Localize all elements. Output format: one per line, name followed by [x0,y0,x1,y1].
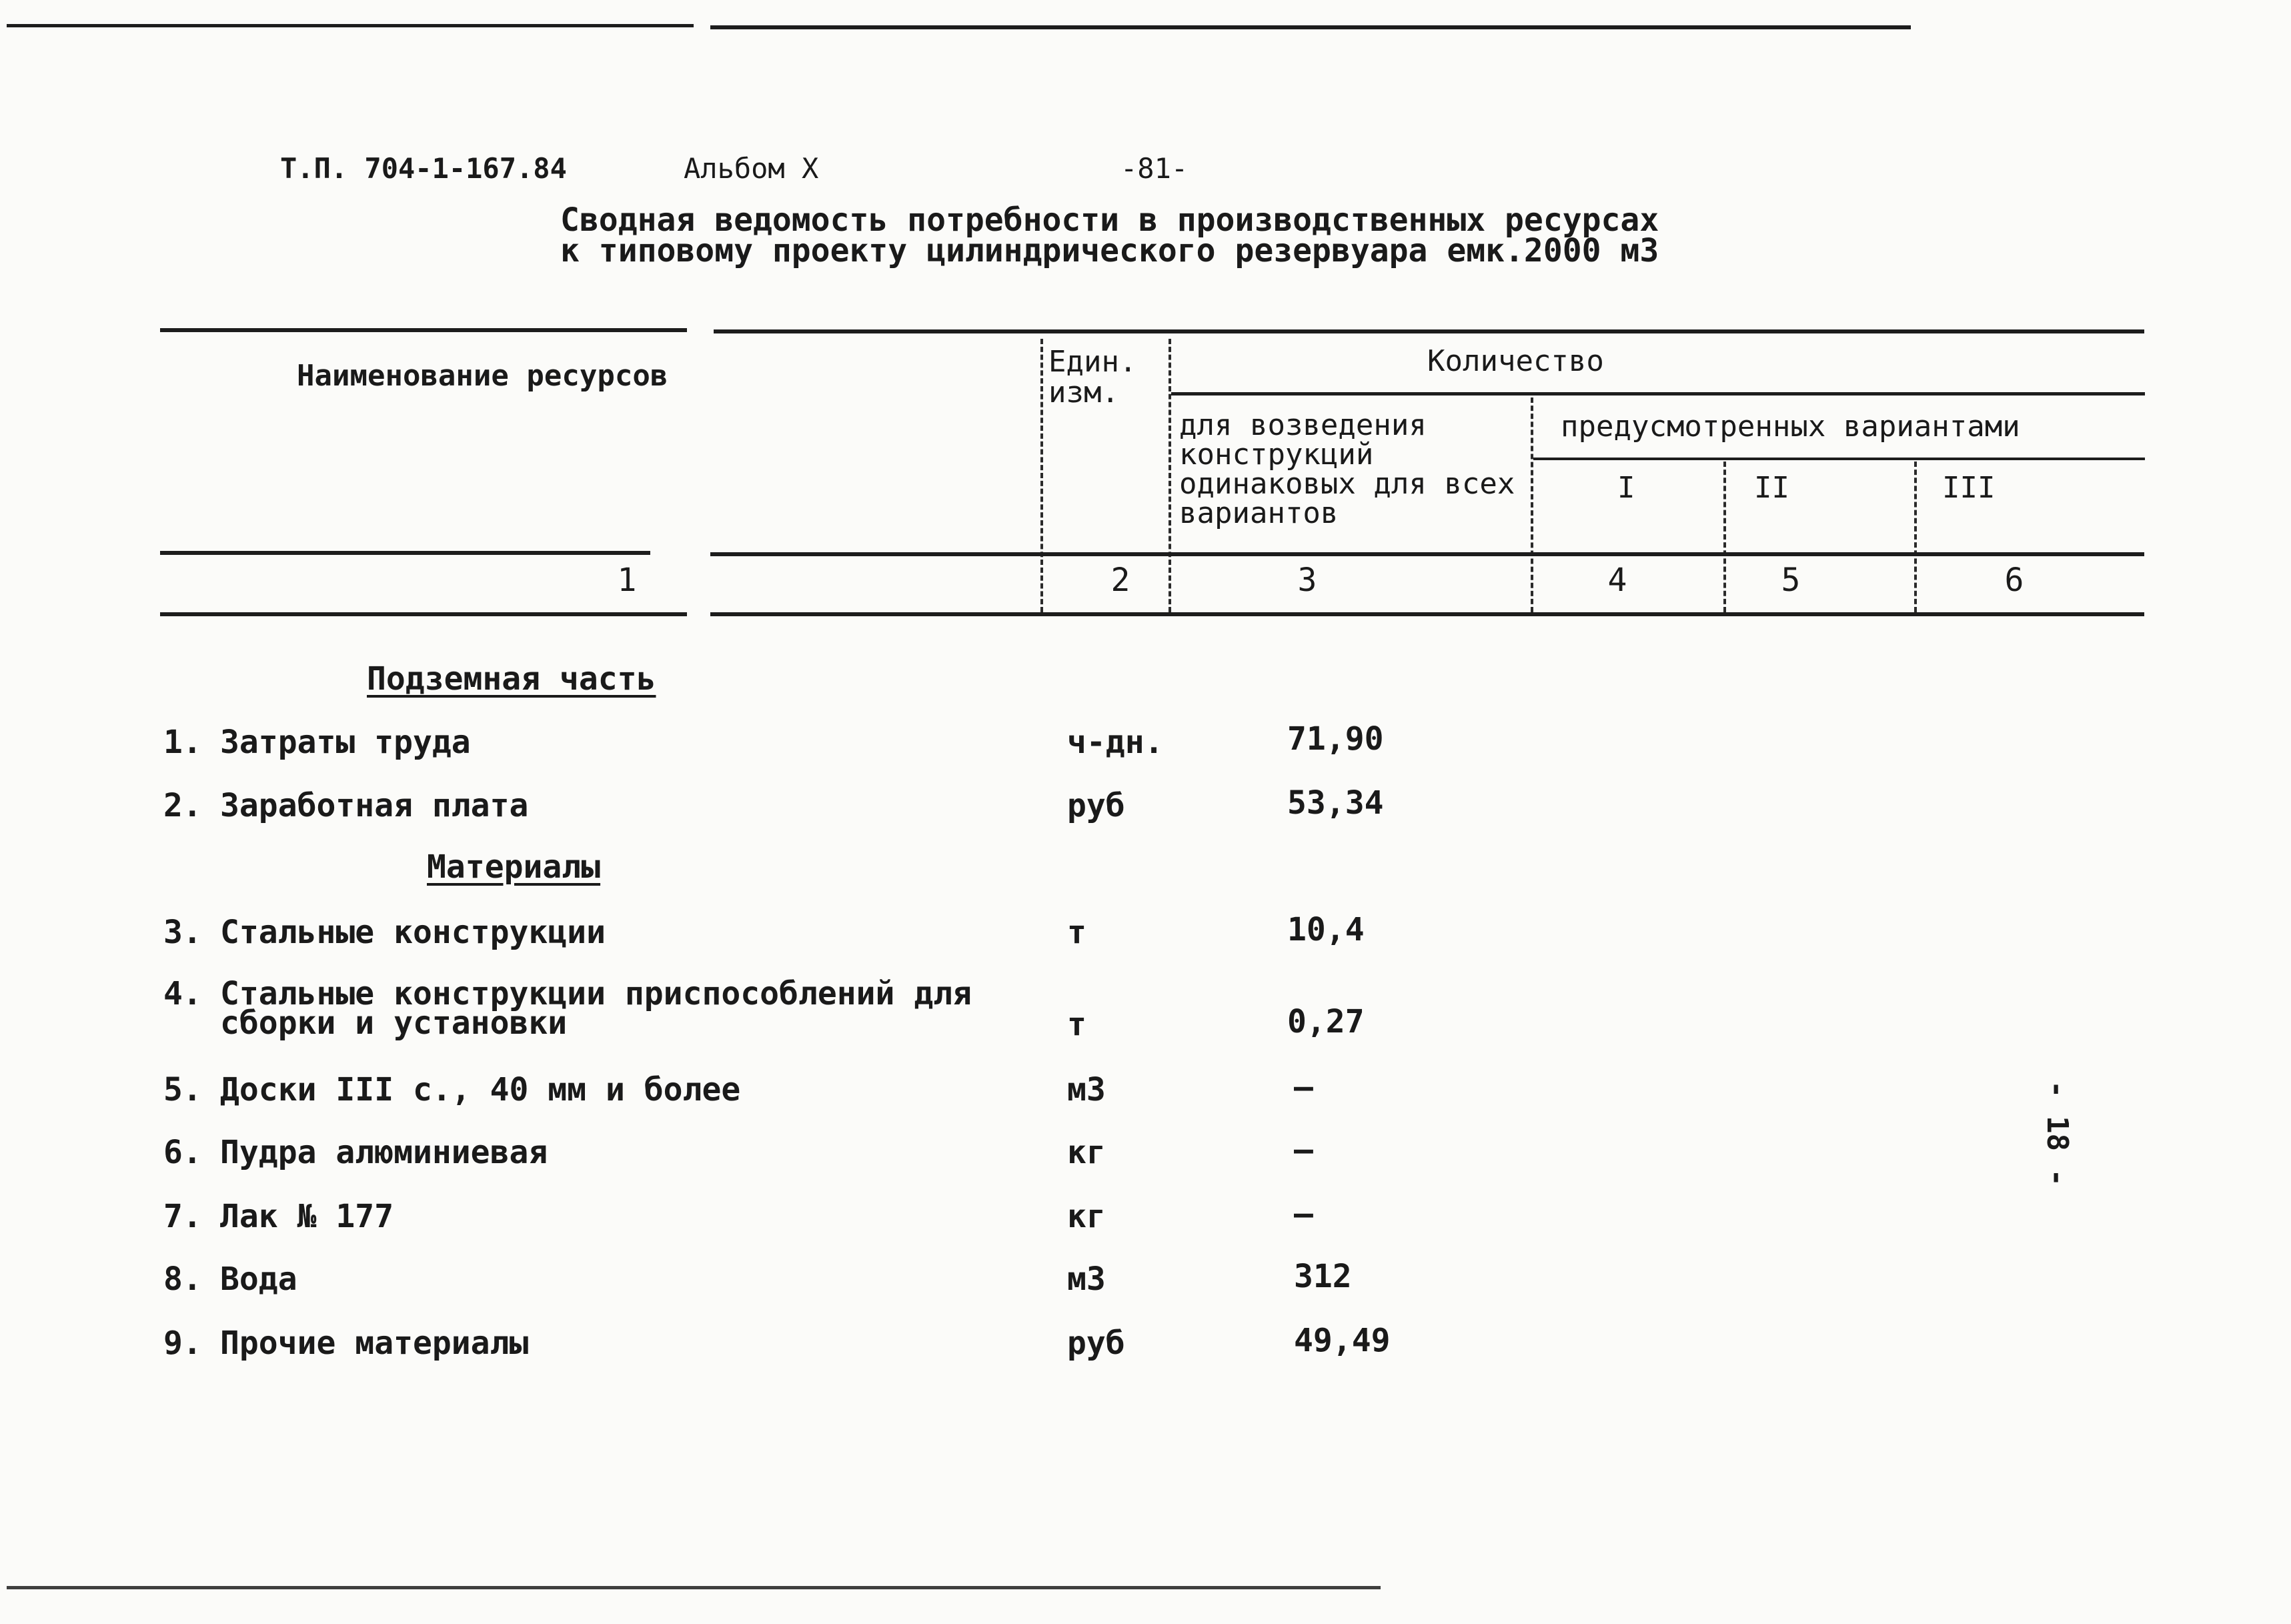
row-value: 0,27 [1287,1003,1365,1040]
row-number: 8. [163,1261,202,1298]
row-number: 3. [163,914,202,951]
row-number: 7. [163,1198,202,1235]
row-unit: кг [1067,1134,1106,1171]
colnum-top-rule-left [160,551,650,555]
column-number-1: 1 [617,562,637,599]
section-title-underground: Подземная часть [367,660,656,698]
bottom-rule [7,1586,1381,1589]
section-title-materials: Материалы [427,848,601,886]
variant-divider-1 [1723,462,1726,612]
row-unit: руб [1067,787,1125,824]
header-unit: Един. изм. [1048,345,1137,410]
row-number: 1. [163,724,202,761]
header-quantity: Количество [1427,344,1604,378]
row-name: Стальные конструкции [220,914,606,951]
column-number-5: 5 [1781,562,1801,599]
row-number: 4. [163,975,202,1012]
top-rule-left [7,24,694,27]
column-number-6: 6 [2004,562,2024,599]
doc-reference: Т.П. 704-1-167.84 [280,152,567,185]
row-value: 312 [1294,1258,1352,1295]
row-number: 9. [163,1325,202,1362]
row-value: 71,90 [1287,720,1384,758]
table-top-rule-left [160,328,687,332]
colnum-top-rule-right [710,552,2144,556]
page-number: -81- [1120,152,1189,185]
row-name: Вода [220,1261,297,1298]
row-name: Доски III с., 40 мм и более [220,1071,741,1108]
column-number-2: 2 [1110,562,1130,599]
row-unit: руб [1067,1325,1125,1362]
row-name: Пудра алюминиевая [220,1134,548,1171]
row-value: – [1294,1131,1313,1168]
header-bottom-rule-left [160,612,687,616]
row-name: Прочие материалы [220,1325,529,1362]
row-number: 2. [163,787,202,824]
row-number: 5. [163,1071,202,1108]
header-common: для возведения конструкций одинаковых для всех вариантов [1179,408,1515,530]
header-variants: предусмотренных вариантами [1561,410,2020,444]
row-name: Стальные конструкции приспособлений для [220,975,972,1012]
top-rule-right [710,25,1911,29]
table-top-rule-right [714,329,2144,333]
row-unit: т [1067,1006,1086,1043]
row-unit: т [1067,914,1086,951]
row-value: 49,49 [1294,1322,1391,1359]
document-title-line2: к типовому проекту цилиндрического резервуара емк.2000 м3 [560,232,1659,269]
document-title-line1: Сводная ведомость потребности в производственных ресурсах [560,201,1659,239]
album-label: Альбом X [684,152,819,185]
unit-col-divider [1040,339,1043,612]
header-resources: Наименование ресурсов [297,359,668,393]
column-number-4: 4 [1607,562,1627,599]
variant-divider-2 [1914,462,1917,612]
side-page-mark: - 18 - [2040,1080,2074,1186]
column-number-3: 3 [1297,562,1317,599]
row-name: Затраты труда [220,724,471,761]
row-name-continued: сборки и установки [220,1004,568,1042]
row-name: Лак № 177 [220,1198,394,1235]
row-value: – [1294,1068,1313,1106]
row-name: Заработная плата [220,787,529,824]
variants-col-divider [1531,397,1533,612]
row-value: – [1294,1195,1313,1233]
row-number: 6. [163,1134,202,1171]
variant-label-1: I [1617,471,1635,505]
variant-label-3: III [1942,471,1996,505]
row-unit: м3 [1067,1071,1106,1108]
header-bottom-rule-right [710,612,2144,616]
variants-under-rule [1533,458,2145,460]
quantity-under-rule [1171,392,2145,395]
row-unit: ч-дн. [1067,724,1164,761]
variant-label-2: II [1754,471,1789,505]
quantity-col-divider [1169,339,1171,612]
row-value: 53,34 [1287,784,1384,822]
row-unit: м3 [1067,1261,1106,1298]
row-unit: кг [1067,1198,1106,1235]
row-value: 10,4 [1287,911,1365,948]
